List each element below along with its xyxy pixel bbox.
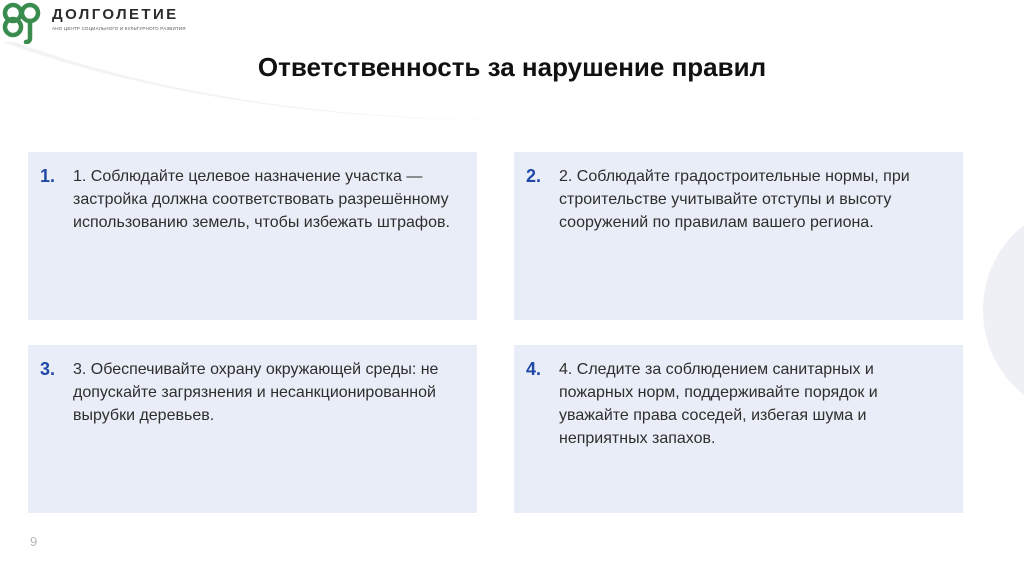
card-text: 3. Обеспечивайте охрану окружающей среды: не допускайте загрязнения и несанкционированной вырубки деревьев. [73,361,439,424]
card-text: 2. Соблюдайте градостроительные нормы, при строительстве учитывайте отступы и высоту сооружений по правилам вашего региона. [559,168,910,231]
logo-name: ДОЛГОЛЕТИЕ [52,6,179,23]
card-number: 1. [40,166,56,186]
rule-card-3 [28,345,477,513]
logo-subtitle: АНО ЦЕНТР СОЦИАЛЬНОГО И КУЛЬТУРНОГО РАЗВИТИЯ [52,26,186,31]
rule-card-2 [514,152,963,320]
page-title: Ответственность за нарушение правил [257,52,767,82]
card-number: 2. [526,166,542,186]
card-number: 4. [526,359,542,379]
clover-logo-icon [0,0,48,44]
rule-card-1 [28,152,477,320]
card-text: 1. Соблюдайте целевое назначение участка — застройка должна соответствовать разрешённому использованию земель, чтобы избежать штрафов. [73,168,450,231]
background-circle [983,205,1024,415]
logo [0,0,197,42]
card-text: 4. Следите за соблюдением санитарных и пожарных норм, поддерживайте порядок и уважайте права соседей, избегая шума и неприятных запахов. [559,361,878,447]
page-number: 9 [30,534,38,549]
rule-card-4 [514,345,963,513]
card-number: 3. [40,359,56,379]
